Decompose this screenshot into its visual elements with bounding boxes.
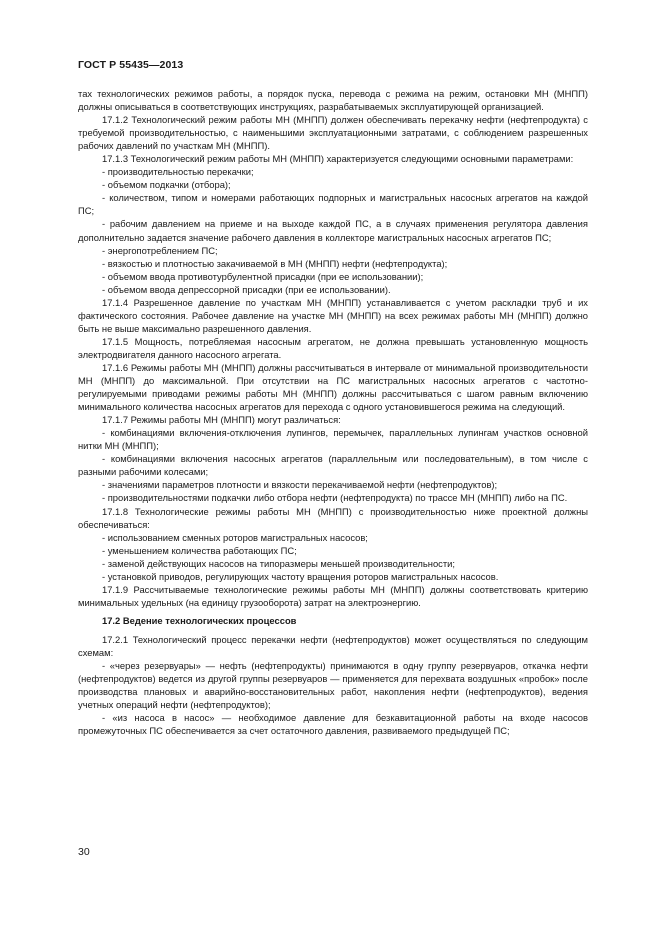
paragraph: тах технологических режимов работы, а порядок пуска, перевода с режима на режим, остановки МН (МНПП) должны описываться в соответствующих инструкциях, разрабатываемых эксплуатирующей организацией. [78,88,588,113]
paragraph: - производительностью перекачки; [102,166,254,178]
paragraph: - количеством, типом и номерами работающих подпорных и магистральных насосных агрегатов на каждой ПС; [78,192,588,217]
paragraph: 17.1.2 Технологический режим работы МН (МНПП) должен обеспечивать перекачку нефти (нефтепродукта) с требуемой производительностью, с наименьшими эксплуатационными затратами, с соблюдением разрешенных рабочих давлений по участкам МН (МНПП). [78,114,588,152]
paragraph: 17.1.4 Разрешенное давление по участкам МН (МНПП) устанавливается с учетом раскладки труб и их фактического состояния. Рабочее давление на участке МН (МНПП) на всех режимах работы МН (МНПП) должно быть не выше максимально разрешенного давления. [78,296,588,334]
document-body [78,87,588,737]
standard-code-header: ГОСТ Р 55435—2013 [78,59,184,71]
paragraph: 17.1.9 Рассчитываемые технологические режимы работы МН (МНПП) должны соответствовать критерию минимальных удельных (на единицу грузооборота) затрат на электроэнергию. [78,583,588,608]
paragraph: - значениями параметров плотности и вязкости перекачиваемой нефти (нефтепродуктов); [102,479,498,491]
paragraph: - заменой действующих насосов на типоразмеры меньшей производительности; [102,557,455,569]
paragraph: - использованием сменных роторов магистральных насосов; [102,531,368,543]
paragraph: - установкой приводов, регулирующих частоту вращения роторов магистральных насосов. [102,570,499,582]
paragraph: - объемом ввода противотурбулентной присадки (при ее использовании); [102,270,424,282]
paragraph: 17.1.5 Мощность, потребляемая насосным агрегатом, не должна превышать установленную мощность электродвигателя данного насосного агрегата. [78,335,588,360]
paragraph: - комбинациями включения-отключения лупингов, перемычек, параллельных лупингам участков основной нитки МН (МНПП); [78,427,588,452]
paragraph: - уменьшением количества работающих ПС; [102,544,297,556]
paragraph: - производительностями подкачки либо отбора нефти (нефтепродукта) по трассе МН (МНПП) либо на ПС. [102,492,568,504]
paragraph: - «через резервуары» — нефть (нефтепродукты) принимаются в одну группу резервуаров, откачка нефти (нефтепродуктов) ведется из другой группы резервуаров — применяется для перехвата воздушных «пробок» после производства плановых и аварийно-восстановительных работ, накопления нефти (нефтепродуктов), ведения учетных операций нефти (нефтепродуктов); [78,660,588,711]
paragraph: - объемом ввода депрессорной присадки (при ее использовании). [102,283,391,295]
paragraph: - «из насоса в насос» — необходимое давление для безкавитационной работы на входе насосов промежуточных ПС обеспечивается за счет остаточного давления, развиваемого предыдущей ПС; [78,712,588,737]
paragraph: 17.1.6 Режимы работы МН (МНПП) должны рассчитываться в интервале от минимальной производительности МН (МНПП) до максимальной. При отсутствии на ПС магистральных насосных агрегатов с частотно-регулируемыми приводами режимы работы МН (МНПП) должны рассчитываться с шагом равным включению минимального количества насосных агрегатов для перехода с одного установившегося режима на следующий. [78,361,588,413]
paragraph: - вязкостью и плотностью закачиваемой в МН (МНПП) нефти (нефтепродукта); [102,257,448,269]
paragraph: 17.1.3 Технологический режим работы МН (МНПП) характеризуется следующими основными параметрами: [102,153,574,165]
paragraph: - энергопотреблением ПС; [102,244,218,256]
page-number: 30 [78,846,90,858]
section-heading: 17.2 Ведение технологических процессов [102,614,297,626]
paragraph: 17.2.1 Технологический процесс перекачки нефти (нефтепродуктов) может осуществляться по следующим схемам: [78,633,588,658]
paragraph: - рабочим давлением на приеме и на выходе каждой ПС, а в случаях применения регулятора давления дополнительно задается значение рабочего давления в коллекторе магистральных насосных агрегатов ПС; [78,218,588,243]
paragraph: 17.1.8 Технологические режимы работы МН (МНПП) с производительностью ниже проектной должны обеспечиваться: [78,505,588,530]
paragraph: - объемом подкачки (отбора); [102,179,231,191]
paragraph: 17.1.7 Режимы работы МН (МНПП) могут различаться: [102,414,341,426]
paragraph: - комбинациями включения насосных агрегатов (параллельным или последовательным), в том числе с разными рабочими колесами; [78,453,588,478]
